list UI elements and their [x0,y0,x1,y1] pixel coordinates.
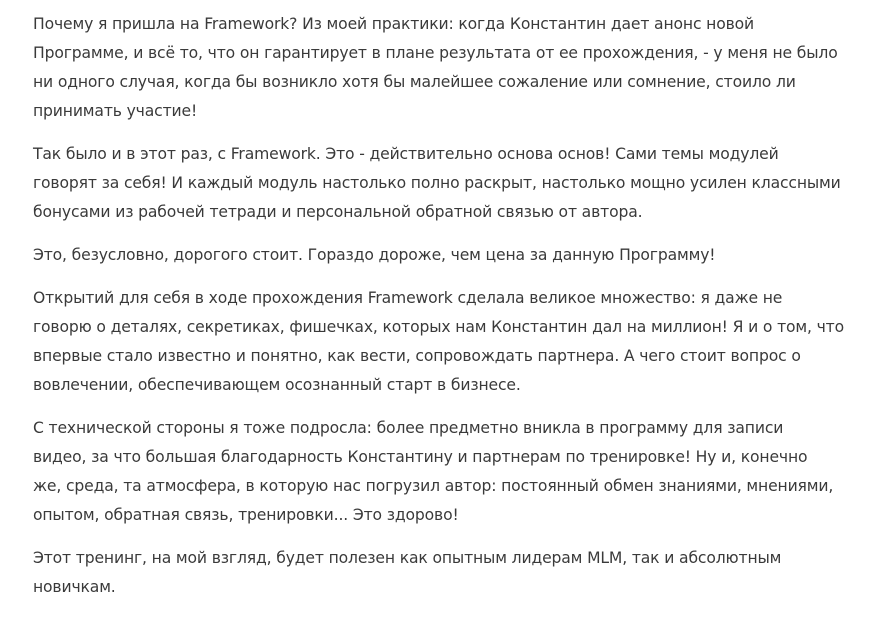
text-line: говорят за себя! И каждый модуль настолько полно раскрыт, настолько мощно усилен классными [33,174,841,192]
text-line: видео, за что большая благодарность Константину и партнерам по тренировке! Ну и, конечно [33,448,808,466]
text-line: говорю о деталях, секретиках, фишечках, которых нам Константин дал на миллион! Я и о том, что [33,318,845,336]
text-line: Это, безусловно, дорогого стоит. Гораздо дороже, чем цена за данную Программу! [33,246,716,264]
text-line: Так было и в этот раз, с Framework. Это - действительно основа основ! Сами темы модулей [33,145,779,163]
text-line: бонусами из рабочей тетради и персональной обратной связью от автора. [33,203,643,221]
paragraph-technical-growth [33,414,873,530]
testimonial-text [33,10,873,616]
paragraph-why-framework [33,10,873,126]
text-line: опытом, обратная связь, тренировки... Это здорово! [33,506,459,524]
text-line: Почему я пришла на Framework? Из моей практики: когда Константин дает анонс новой [33,15,755,33]
text-line: Этот тренинг, на мой взгляд, будет полезен как опытным лидерам MLM, так и абсолютным [33,549,782,567]
paragraph-conclusion [33,544,873,602]
paragraph-this-time [33,140,873,227]
text-line: принимать участие! [33,102,198,120]
text-line: Программе, и всё то, что он гарантирует в плане результата от ее прохождения, - у меня не было [33,44,838,62]
text-line: ни одного случая, когда бы возникло хотя бы малейшее сожаление или сомнение, стоило ли [33,73,796,91]
text-line: же, среда, та атмосфера, в которую нас погрузил автор: постоянный обмен знаниями, мнениями, [33,477,834,495]
text-line: С технической стороны я тоже подросла: более предметно вникла в программу для записи [33,419,784,437]
text-line: вовлечении, обеспечивающем осознанный старт в бизнесе. [33,376,521,394]
text-line: впервые стало известно и понятно, как вести, сопровождать партнера. А чего стоит вопрос о [33,347,801,365]
text-line: Открытий для себя в ходе прохождения Framework сделала великое множество: я даже не [33,289,783,307]
paragraph-discoveries [33,284,873,400]
paragraph-worth-it [33,241,873,270]
text-line: новичкам. [33,578,116,596]
